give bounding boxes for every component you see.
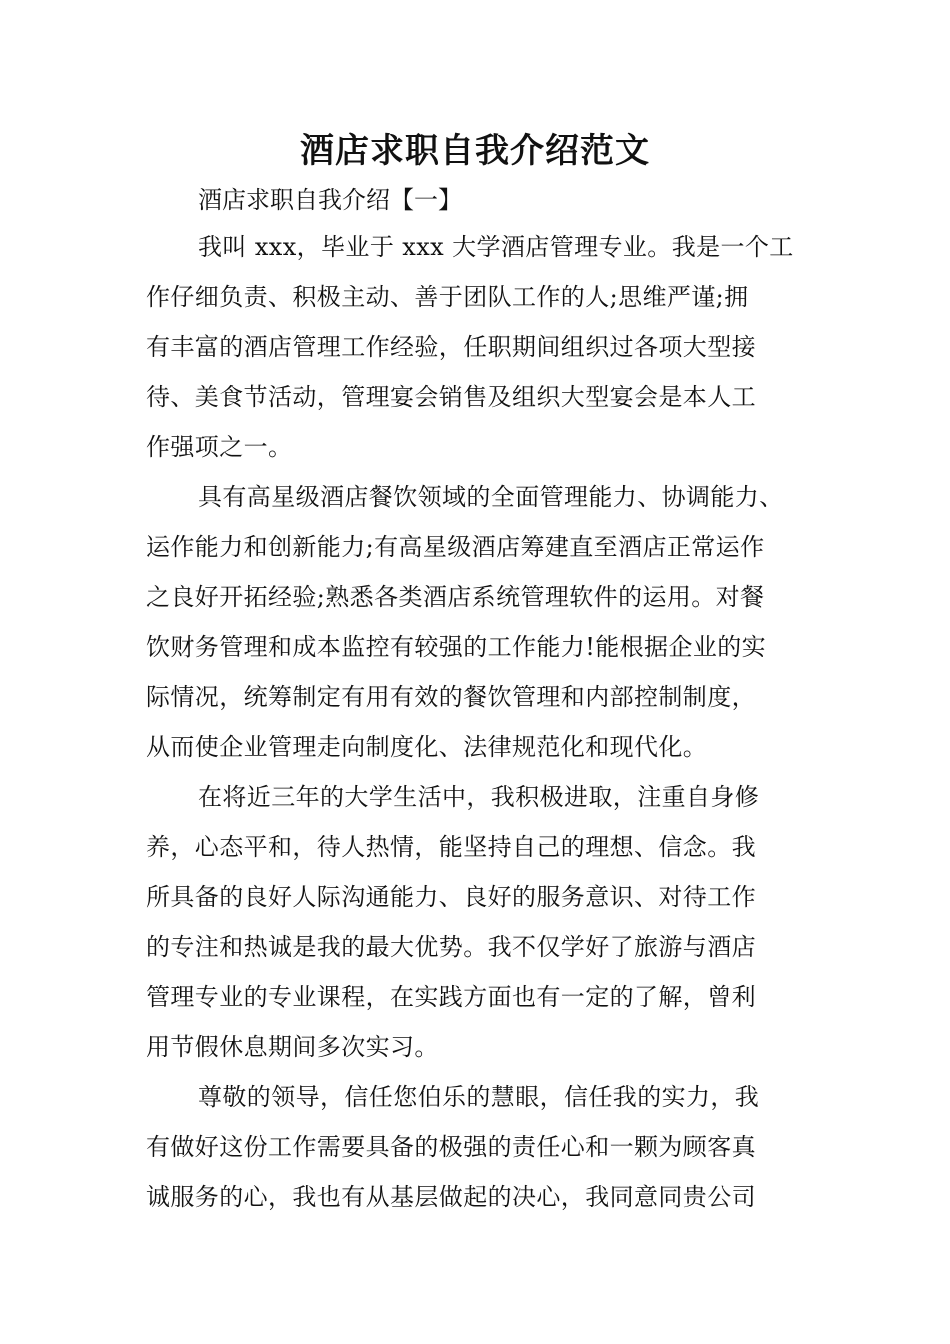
paragraph-line: 有做好这份工作需要具备的极强的责任心和一颗为顾客真 bbox=[146, 1133, 756, 1161]
paragraph-line: 饮财务管理和成本监控有较强的工作能力!能根据企业的实 bbox=[146, 633, 767, 661]
paragraph-line: 所具备的良好人际沟通能力、良好的服务意识、对待工作 bbox=[146, 883, 756, 911]
section-heading: 酒店求职自我介绍【一】 bbox=[198, 186, 462, 214]
paragraph-4 bbox=[146, 1072, 826, 1222]
paragraph-line: 之良好开拓经验;熟悉各类酒店系统管理软件的运用。对餐 bbox=[146, 583, 765, 611]
paragraph-3 bbox=[146, 772, 826, 1072]
paragraph-line: 从而使企业管理走向制度化、法律规范化和现代化。 bbox=[146, 733, 708, 761]
paragraph-line: 我叫 xxx，毕业于 xxx 大学酒店管理专业。我是一个工 bbox=[198, 233, 794, 261]
paragraph-line: 际情况，统筹制定有用有效的餐饮管理和内部控制制度， bbox=[146, 683, 756, 711]
paragraph-line: 具有高星级酒店餐饮领域的全面管理能力、协调能力、 bbox=[198, 483, 784, 511]
paragraph-line: 尊敬的领导，信任您伯乐的慧眼，信任我的实力，我 bbox=[198, 1083, 760, 1111]
document-title: 酒店求职自我介绍范文 bbox=[300, 131, 650, 171]
paragraph-line: 诚服务的心，我也有从基层做起的决心，我同意同贵公司 bbox=[146, 1183, 756, 1211]
paragraph-line: 有丰富的酒店管理工作经验，任职期间组织过各项大型接 bbox=[146, 333, 756, 361]
paragraph-line: 养，心态平和，待人热情，能坚持自己的理想、信念。我 bbox=[146, 833, 756, 861]
paragraph-line: 管理专业的专业课程，在实践方面也有一定的了解，曾利 bbox=[146, 983, 756, 1011]
paragraph-1 bbox=[146, 222, 826, 472]
paragraph-line: 用节假休息期间多次实习。 bbox=[146, 1033, 439, 1061]
paragraph-line: 在将近三年的大学生活中，我积极进取，注重自身修 bbox=[198, 783, 760, 811]
paragraph-line: 作强项之一。 bbox=[146, 433, 293, 461]
paragraph-2 bbox=[146, 472, 826, 772]
paragraph-line: 运作能力和创新能力;有高星级酒店筹建直至酒店正常运作 bbox=[146, 533, 765, 561]
paragraph-line: 的专注和热诚是我的最大优势。我不仅学好了旅游与酒店 bbox=[146, 933, 756, 961]
paragraph-line: 作仔细负责、积极主动、善于团队工作的人;思维严谨;拥 bbox=[146, 283, 749, 311]
paragraph-line: 待、美食节活动，管理宴会销售及组织大型宴会是本人工 bbox=[146, 383, 756, 411]
